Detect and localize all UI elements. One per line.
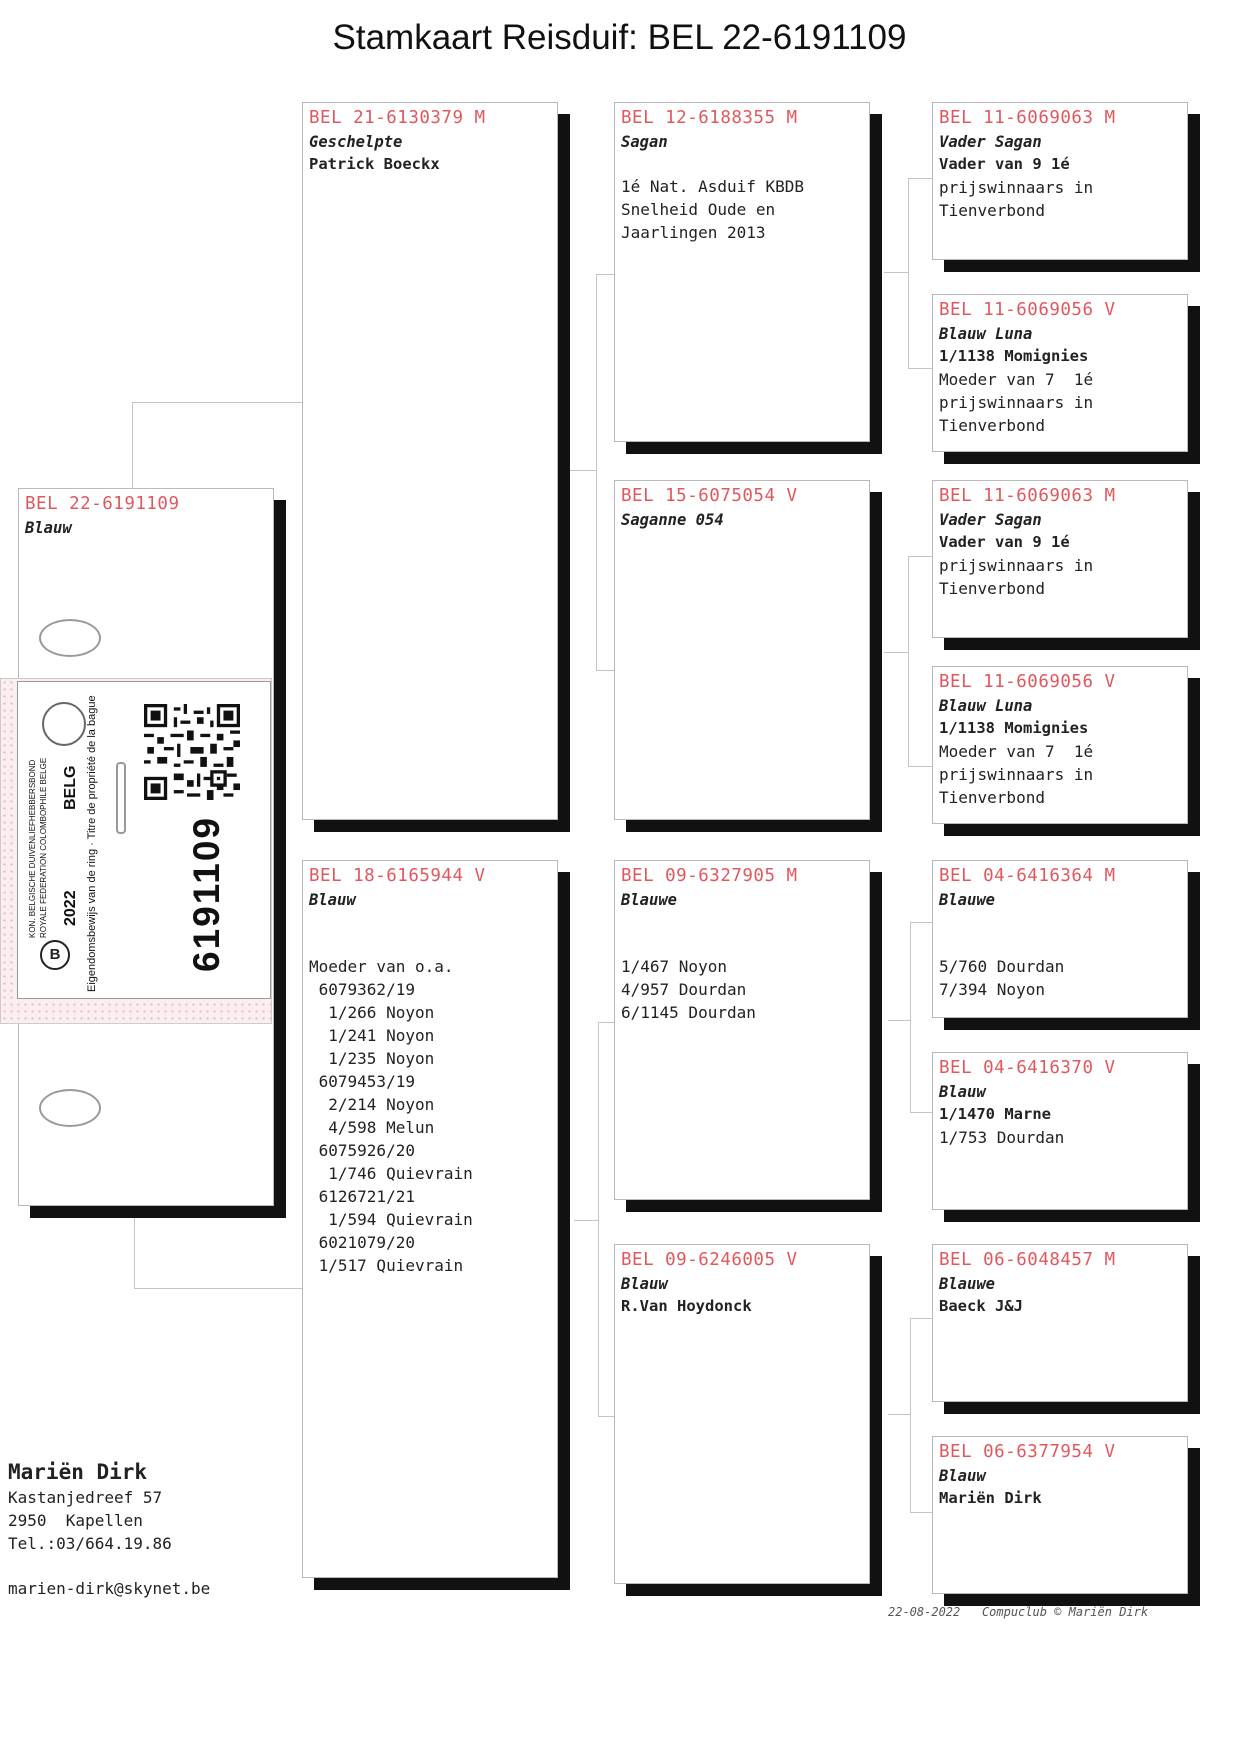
connector	[910, 1512, 934, 1513]
pigeon-name: Vader Sagan	[939, 133, 1042, 151]
connector	[888, 1414, 910, 1415]
performance-notes: Moeder van 7 1é prijswinnaars in Tienverbond	[939, 742, 1094, 807]
breeder: Baeck J&J	[939, 1297, 1023, 1315]
sender-name: Mariën Dirk	[8, 1460, 148, 1484]
connector	[888, 1020, 910, 1021]
punch-hole	[39, 619, 101, 657]
card-inner	[17, 681, 271, 999]
page-title: Stamkaart Reisduif: BEL 22-6191109	[332, 18, 907, 57]
mmm-box[interactable]	[932, 1436, 1188, 1594]
mmf-box[interactable]	[932, 1244, 1188, 1402]
fm-box[interactable]	[614, 480, 870, 820]
breeder: Mariën Dirk	[939, 1489, 1042, 1507]
footer	[888, 1605, 1148, 1619]
ring-number: BEL 04-6416364 M	[939, 866, 1116, 886]
connector	[910, 922, 911, 1112]
ff-box[interactable]	[614, 102, 870, 442]
ring-year: 2022	[62, 890, 79, 926]
connector	[908, 368, 932, 369]
detail: 1/1138 Momignies	[939, 347, 1089, 365]
ffm-box[interactable]	[932, 294, 1188, 452]
performance-notes: 1/753 Dourdan	[939, 1128, 1065, 1147]
connector	[908, 766, 932, 767]
fff-box[interactable]	[932, 102, 1188, 260]
sender-email[interactable]: marien-dirk@skynet.be	[8, 1579, 211, 1598]
connector	[908, 178, 909, 368]
breeder: Patrick Boeckx	[309, 155, 440, 173]
ring-number-large: 6191109	[186, 815, 227, 972]
pigeon-name: Sagan	[621, 133, 668, 151]
ring-number: BEL 11-6069056 V	[939, 672, 1116, 692]
qr-code-icon	[144, 704, 240, 800]
performance-notes: prijswinnaars in Tienverbond	[939, 178, 1094, 220]
pigeon-name: Geschelpte	[309, 133, 403, 151]
performance-notes: 1/467 Noyon 4/957 Dourdan 6/1145 Dourdan	[621, 957, 756, 1022]
performance-notes: prijswinnaars in Tienverbond	[939, 556, 1094, 598]
ring-number: BEL 21-6130379 M	[309, 108, 486, 128]
document-title: Eigendomsbewijs van de ring · Titre de propriété de la bague	[86, 695, 98, 992]
print-date: 22-08-2022	[888, 1605, 961, 1619]
pigeon-name: Saganne 054	[621, 511, 724, 529]
performance-notes: Moeder van 7 1é prijswinnaars in Tienverbond	[939, 370, 1094, 435]
connector	[910, 922, 934, 923]
connector	[570, 470, 596, 471]
pigeon-name: Blauw	[621, 1275, 668, 1293]
sender-phone: Tel.:03/664.19.86	[8, 1534, 172, 1553]
pigeon-name: Vader Sagan	[939, 511, 1042, 529]
connector	[134, 1288, 302, 1289]
connector	[884, 652, 908, 653]
pigeon-name: Blauw	[309, 891, 356, 909]
ring-number: BEL 11-6069063 M	[939, 486, 1116, 506]
detail: Vader van 9 1é	[939, 155, 1070, 173]
pigeon-name: Blauw	[939, 1083, 986, 1101]
ring-number: BEL 11-6069063 M	[939, 108, 1116, 128]
ring-number: BEL 11-6069056 V	[939, 300, 1116, 320]
pigeon-name: Blauw Luna	[939, 697, 1033, 715]
performance-notes: 1é Nat. Asduif KBDB Snelheid Oude en Jaarlingen 2013	[621, 177, 805, 242]
sender-street: Kastanjedreef 57	[8, 1488, 163, 1507]
mother-box[interactable]	[302, 860, 558, 1578]
ring-number: BEL 06-6048457 M	[939, 1250, 1116, 1270]
connector	[134, 1208, 135, 1288]
fmf-box[interactable]	[932, 480, 1188, 638]
mm-box[interactable]	[614, 1244, 870, 1584]
ring-number: BEL 04-6416370 V	[939, 1058, 1116, 1078]
org-name-nl: KON. BELGISCHE DUIVENLIEFHEBBERSBOND	[28, 759, 37, 938]
pigeon-name: Blauw	[25, 519, 72, 537]
connector	[574, 1220, 598, 1221]
connector	[910, 1318, 911, 1512]
connector	[910, 1112, 934, 1113]
kbdb-logo: B	[40, 940, 70, 970]
sender-city: 2950 Kapellen	[8, 1511, 143, 1530]
ring-number: BEL 09-6327905 M	[621, 866, 798, 886]
fci-logo	[42, 702, 86, 746]
performance-notes: Moeder van o.a. 6079362/19 1/266 Noyon 1/241 Noyon 1/235 Noyon 6079453/19 2/214 Noyon 4/598 Melun 6075926/20 1/746 Quievrain 6126721/21 1/594 Quievrain 6021079/20 1/517 Quievrain	[309, 957, 473, 1275]
detail: 1/1470 Marne	[939, 1105, 1051, 1123]
ring-number: BEL 12-6188355 M	[621, 108, 798, 128]
fmm-box[interactable]	[932, 666, 1188, 824]
mff-box[interactable]	[932, 860, 1188, 1018]
sender-address	[8, 1458, 210, 1600]
father-box[interactable]	[302, 102, 558, 820]
ring-number: BEL 06-6377954 V	[939, 1442, 1116, 1462]
breeder: R.Van Hoydonck	[621, 1297, 752, 1315]
pigeon-name: Blauwe	[939, 891, 995, 909]
connector	[598, 1022, 599, 1416]
detail: Vader van 9 1é	[939, 533, 1070, 551]
connector	[132, 402, 302, 403]
performance-notes: 5/760 Dourdan 7/394 Noyon	[939, 957, 1065, 999]
pigeon-name: Blauw	[939, 1467, 986, 1485]
punch-hole	[39, 1089, 101, 1127]
connector	[884, 272, 908, 273]
ring-ownership-card	[0, 678, 272, 1024]
detail: 1/1138 Momignies	[939, 719, 1089, 737]
pigeon-name: Blauwe	[939, 1275, 995, 1293]
connector	[596, 670, 614, 671]
connector	[596, 274, 614, 275]
ring-number: BEL 15-6075054 V	[621, 486, 798, 506]
connector	[132, 402, 133, 498]
ring-number: BEL 18-6165944 V	[309, 866, 486, 886]
connector	[908, 178, 932, 179]
mf-box[interactable]	[614, 860, 870, 1200]
pigeon-name: Blauwe	[621, 891, 677, 909]
org-name-fr: ROYALE FEDERATION COLOMBOPHILE BELGE	[39, 757, 48, 938]
pigeon-name: Blauw Luna	[939, 325, 1033, 343]
mfm-box[interactable]	[932, 1052, 1188, 1210]
connector	[908, 556, 932, 557]
connector	[596, 274, 597, 670]
country-code: BELG	[62, 765, 79, 810]
connector	[908, 556, 909, 766]
ring-number: BEL 09-6246005 V	[621, 1250, 798, 1270]
ring-number: BEL 22-6191109	[25, 494, 180, 514]
copyright: Compuclub © Mariën Dirk	[981, 1605, 1149, 1619]
staple-icon	[116, 762, 126, 834]
connector	[910, 1318, 934, 1319]
